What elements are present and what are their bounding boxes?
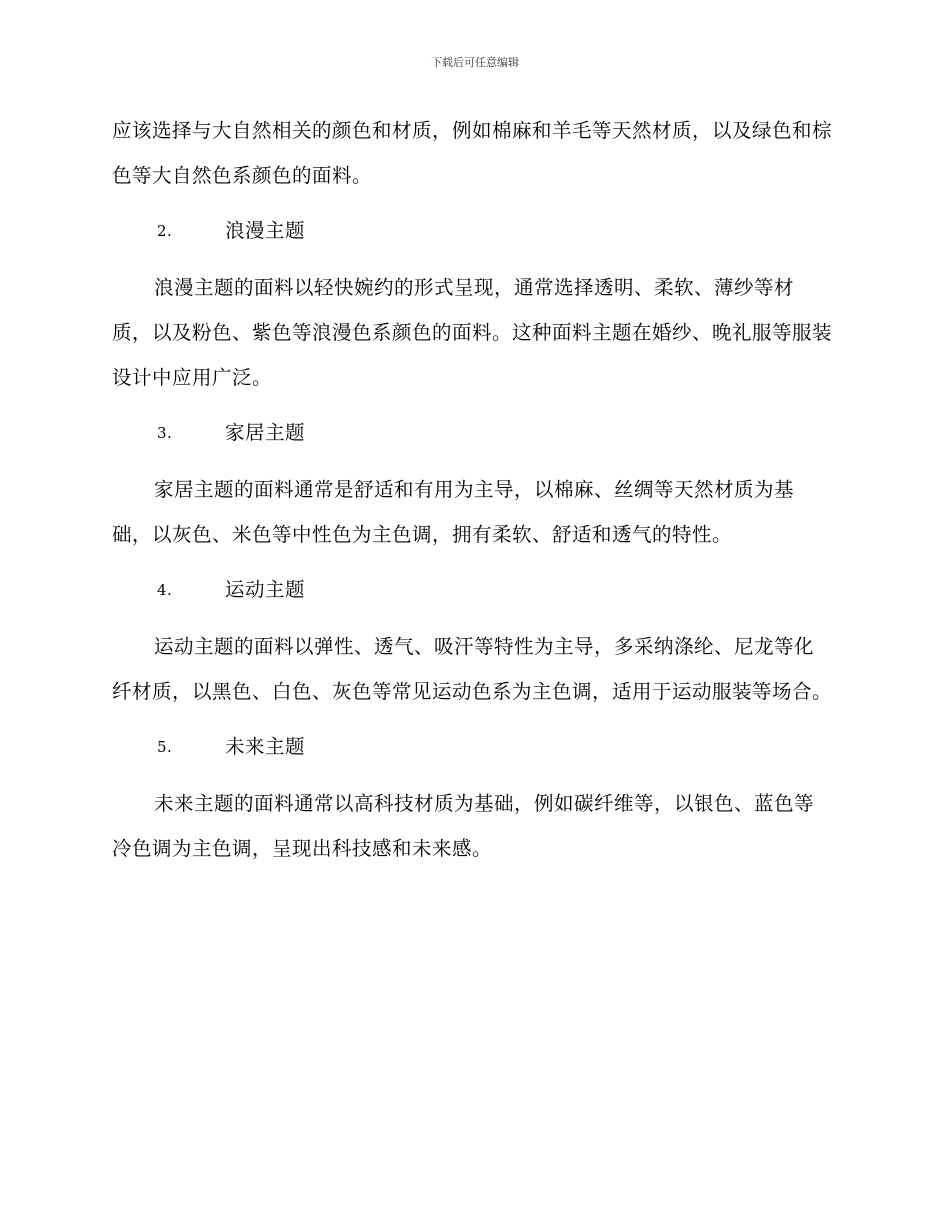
section-paragraph: 运动主题的面料以弹性、透气、吸汗等特性为主导，多采纳涤纶、尼龙等化纤材质，以黑色、白色、灰色等常见运动色系为主色调，适用于运动服装等场合。 (112, 635, 833, 703)
header-note: 下载后可任意编辑 (431, 56, 519, 69)
section-number: 2. (157, 222, 173, 240)
section-number: 5. (157, 738, 173, 756)
section-heading (112, 399, 832, 467)
section-heading (112, 556, 832, 624)
section-heading (112, 197, 832, 265)
section-paragraph: 浪漫主题的面料以轻快婉约的形式呈现，通常选择透明、柔软、薄纱等材质，以及粉色、紫色等浪漫色系颜色的面料。这种面料主题在婚纱、晚礼服等服装设计中应用广泛。 (112, 276, 833, 389)
section-number: 4. (157, 581, 173, 599)
section-title: 浪漫主题 (225, 219, 306, 242)
section-paragraph: 未来主题的面料通常以高科技材质为基础，例如碳纤维等，以银色、蓝色等冷色调为主色调，呈现出科技感和未来感。 (112, 792, 815, 860)
section-title: 未来主题 (225, 735, 306, 758)
section-heading (112, 713, 832, 781)
intro-paragraph: 应该选择与大自然相关的颜色和材质，例如棉麻和羊毛等天然材质，以及绿色和棕色等大自然色系颜色的面料。 (112, 119, 833, 187)
section-number: 3. (157, 424, 173, 442)
section-title: 家居主题 (225, 421, 306, 444)
section-paragraph: 家居主题的面料通常是舒适和有用为主导，以棉麻、丝绸等天然材质为基础，以灰色、米色等中性色为主色调，拥有柔软、舒适和透气的特性。 (112, 478, 795, 546)
document-body (112, 108, 832, 871)
section-title: 运动主题 (225, 578, 306, 601)
